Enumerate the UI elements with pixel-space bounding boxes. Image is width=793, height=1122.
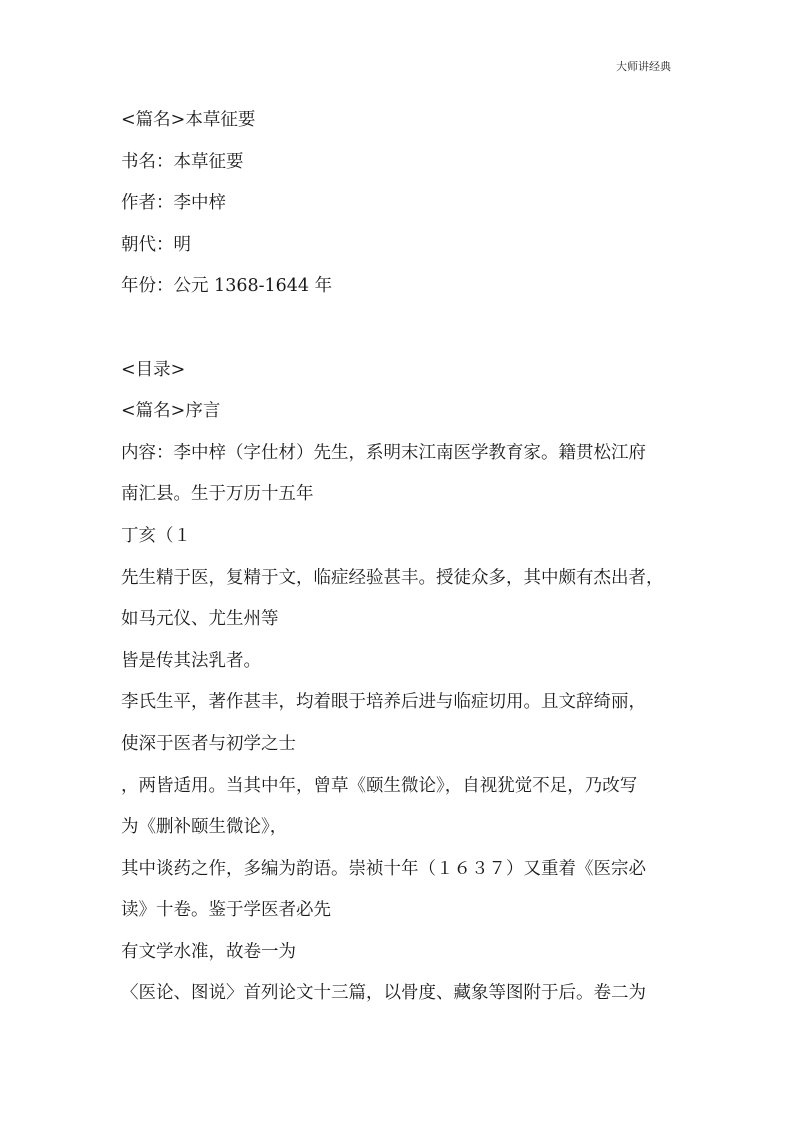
text-line: 有文学水准，故卷一为 <box>121 941 296 962</box>
text-line: 使深于医者与初学之士 <box>121 733 296 754</box>
toc-heading: <目录> <box>121 359 186 380</box>
text-line: 南汇县。生于万历十五年 <box>121 484 314 505</box>
text-line: 丁亥（１ <box>121 525 191 546</box>
section-title-line: <篇名>序言 <box>121 401 221 422</box>
text-line: 李氏生平，著作甚丰，均着眼于培养后进与临症切用。且文辞绮丽， <box>121 692 646 713</box>
text-line: ，两皆适用。当其中年，曾草《颐生微论》，自视犹觉不足，乃改写 <box>121 775 638 796</box>
author-line: 作者：李中梓 <box>121 193 226 214</box>
dynasty-line: 朝代：明 <box>121 234 191 255</box>
chapter-title-line: <篇名>本草征要 <box>121 110 256 130</box>
page-header: 大师讲经典 <box>616 60 671 73</box>
text-line: 〈医论、图说〉首列论文十三篇，以骨度、藏象等图附于后。卷二为 <box>121 983 646 1004</box>
spacer <box>121 308 681 350</box>
text-line: 皆是传其法乳者。 <box>121 650 261 671</box>
document-body <box>121 100 681 1015</box>
text-line: 如马元仪、尤生州等 <box>121 609 279 630</box>
text-line: 其中谈药之作，多编为韵语。崇祯十年（１６３７）又重着《医宗必 <box>121 858 646 879</box>
text-line: 读》十卷。鉴于学医者必先 <box>121 900 331 921</box>
text-line: 为《删补颐生微论》， <box>121 817 288 838</box>
year-line: 年份：公元 1368-1644 年 <box>121 276 333 297</box>
text-line: 内容：李中梓（字仕材）先生，系明末江南医学教育家。籍贯松江府 <box>121 442 646 463</box>
book-name-line: 书名：本草征要 <box>121 151 244 172</box>
text-line: 先生精于医，复精于文，临症经验甚丰。授徒众多，其中颇有杰出者， <box>121 567 664 588</box>
